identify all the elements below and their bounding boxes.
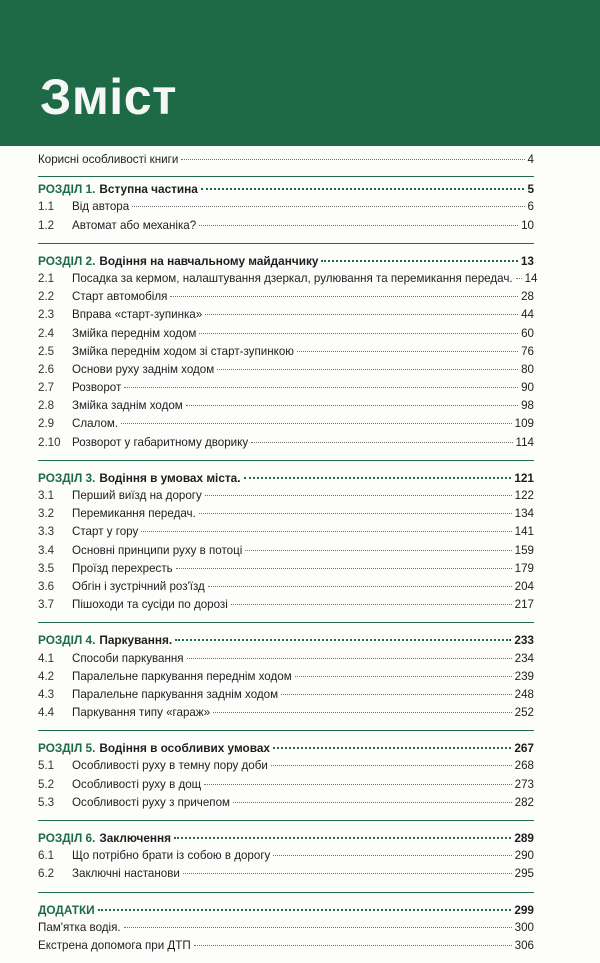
toc-entry[interactable] bbox=[38, 523, 534, 541]
section-title: Заключення bbox=[99, 831, 172, 845]
section-title: Водіння на навчальному майданчику bbox=[99, 253, 319, 268]
toc-section-heading[interactable] bbox=[38, 252, 534, 270]
toc-entry-number: 4.2 bbox=[38, 669, 55, 683]
dot-leader bbox=[141, 531, 511, 532]
section-page: 299 bbox=[514, 902, 534, 917]
toc-entry-number: 3.6 bbox=[38, 579, 55, 593]
toc-entry-number: 5.2 bbox=[38, 777, 55, 791]
toc-entry-number: 2.5 bbox=[38, 344, 55, 358]
dot-leader bbox=[205, 314, 518, 315]
toc-entry-page: 273 bbox=[514, 777, 534, 791]
dot-leader bbox=[181, 159, 524, 160]
toc-entry-page: 80 bbox=[521, 362, 534, 376]
toc-section-heading[interactable] bbox=[38, 829, 534, 847]
toc-entry-title: Паралельне паркування переднім ходом bbox=[72, 669, 292, 683]
toc-entry[interactable] bbox=[38, 596, 534, 614]
toc-entry-page: 98 bbox=[521, 399, 534, 413]
toc-entry-title: Пішоходи та сусіди по дорозі bbox=[72, 598, 228, 612]
toc-entry-title: Змійка заднім ходом bbox=[72, 399, 183, 413]
section-page: 121 bbox=[514, 470, 534, 485]
toc-section-heading[interactable] bbox=[38, 901, 534, 919]
toc-entry[interactable] bbox=[38, 434, 534, 452]
section-page: 5 bbox=[527, 182, 534, 197]
dot-leader bbox=[187, 658, 512, 659]
toc-entry-title: Автомат або механіка? bbox=[72, 218, 197, 232]
toc-entry-title: Паралельне паркування заднім ходом bbox=[72, 687, 279, 701]
toc-entry-title: Змійка переднім ходом bbox=[72, 326, 197, 340]
section-keyword: РОЗДІЛ 5. bbox=[38, 741, 96, 756]
dot-leader bbox=[124, 927, 512, 928]
toc-entry-number: 3.7 bbox=[38, 598, 55, 612]
dot-leader bbox=[175, 639, 511, 641]
toc-entry-number: 3.4 bbox=[38, 543, 55, 557]
toc-entry[interactable] bbox=[38, 757, 534, 775]
dot-leader bbox=[244, 477, 512, 479]
dot-leader bbox=[271, 765, 512, 766]
toc-entry[interactable] bbox=[38, 505, 534, 523]
toc-entry-page: 268 bbox=[514, 759, 534, 773]
toc-entry-title: Пам'ятка водія. bbox=[38, 920, 121, 934]
toc-entry-number: 6.1 bbox=[38, 849, 55, 863]
toc-entry[interactable] bbox=[38, 542, 534, 560]
toc-entry[interactable] bbox=[38, 270, 538, 288]
toc-entry-page: 44 bbox=[521, 308, 534, 322]
section-keyword: РОЗДІЛ 1. bbox=[38, 182, 96, 197]
dot-leader bbox=[205, 495, 512, 496]
toc-entry-title: Змійка переднім ходом зі старт-зупинкою bbox=[72, 344, 294, 358]
dot-leader bbox=[516, 278, 522, 279]
toc-entry-title: Основні принципи руху в потоці bbox=[72, 543, 243, 557]
toc-entry[interactable] bbox=[38, 776, 534, 794]
toc-entry-title: Основи руху заднім ходом bbox=[72, 362, 215, 376]
dot-leader bbox=[186, 405, 518, 406]
toc-entry-number: 2.8 bbox=[38, 399, 55, 413]
toc-entry-number: 4.1 bbox=[38, 651, 55, 665]
toc-entry-page: 28 bbox=[521, 290, 534, 304]
toc-entry[interactable] bbox=[38, 487, 534, 505]
dot-leader bbox=[176, 568, 512, 569]
toc-entry-page: 282 bbox=[514, 795, 534, 809]
toc-entry-number: 2.1 bbox=[38, 271, 55, 285]
toc-entry-number: 3.5 bbox=[38, 561, 55, 575]
toc-entry-page: 306 bbox=[514, 938, 534, 952]
toc-entry-page: 6 bbox=[527, 200, 534, 214]
dot-leader bbox=[251, 442, 512, 443]
toc-entry-number: 1.1 bbox=[38, 200, 55, 214]
dot-leader bbox=[124, 387, 518, 388]
toc-entry-page: 60 bbox=[521, 326, 534, 340]
toc-entry-title: Особливості руху в темну пору доби bbox=[72, 759, 268, 773]
toc-entry-number: 2.4 bbox=[38, 326, 55, 340]
toc-entry[interactable] bbox=[38, 343, 534, 361]
toc-entry-number: 1.2 bbox=[38, 218, 55, 232]
toc-entry[interactable] bbox=[38, 379, 534, 397]
toc-entry-number: 2.2 bbox=[38, 290, 55, 304]
toc-entry[interactable] bbox=[38, 217, 534, 235]
toc-entry-page: 290 bbox=[514, 849, 534, 863]
dot-leader bbox=[194, 945, 512, 946]
toc-intro-entry[interactable] bbox=[38, 151, 534, 169]
toc-entry-title: Особливості руху в дощ bbox=[72, 777, 202, 791]
toc-entry-title: Паркування типу «гараж» bbox=[72, 706, 211, 720]
toc-entry[interactable] bbox=[38, 847, 534, 865]
section-page: 233 bbox=[514, 633, 534, 648]
toc-entry-page: 14 bbox=[524, 271, 538, 285]
toc-entry-number: 3.1 bbox=[38, 489, 55, 502]
toc-entry-number: 4.3 bbox=[38, 687, 55, 701]
toc-entry[interactable] bbox=[38, 397, 534, 415]
toc-section-2 bbox=[38, 244, 538, 461]
toc-entry[interactable] bbox=[38, 686, 534, 704]
dot-leader bbox=[98, 909, 512, 911]
section-title: Водіння в умовах міста. bbox=[99, 470, 241, 485]
toc-entry-page: 76 bbox=[521, 344, 534, 358]
toc-section-heading[interactable] bbox=[38, 739, 534, 757]
section-title: Водіння в особливих умовах bbox=[99, 741, 270, 756]
toc-entry[interactable] bbox=[38, 325, 534, 343]
toc-entry-title: Корисні особливості книги bbox=[38, 153, 179, 166]
section-page: 267 bbox=[514, 741, 534, 756]
toc-entry-title: Обгін і зустрічний роз'їзд bbox=[72, 579, 205, 593]
toc-entry-number: 5.3 bbox=[38, 795, 55, 809]
dot-leader bbox=[132, 206, 524, 207]
toc-entry[interactable] bbox=[38, 919, 534, 937]
toc-entry[interactable] bbox=[38, 415, 534, 433]
toc-entry[interactable] bbox=[38, 937, 534, 955]
toc-entry[interactable] bbox=[38, 361, 534, 379]
toc-entry[interactable] bbox=[38, 306, 534, 324]
toc-entry-page: 179 bbox=[514, 561, 534, 575]
dot-leader bbox=[183, 873, 512, 874]
toc-entry-number: 2.6 bbox=[38, 362, 55, 376]
toc-entry-page: 122 bbox=[514, 489, 534, 502]
toc-entry[interactable] bbox=[38, 650, 534, 668]
dot-leader bbox=[201, 188, 525, 190]
toc-entry-title: Що потрібно брати із собою в дорогу bbox=[72, 849, 271, 863]
toc-entry[interactable] bbox=[38, 668, 534, 686]
dot-leader bbox=[204, 784, 511, 785]
toc-entry-page: 217 bbox=[514, 598, 534, 612]
toc-section-heading[interactable] bbox=[38, 180, 534, 198]
toc-entry-page: 90 bbox=[521, 381, 534, 395]
toc-entry-number: 3.3 bbox=[38, 525, 55, 539]
toc-entry-number: 4.4 bbox=[38, 706, 55, 720]
section-page: 13 bbox=[520, 253, 534, 268]
toc-entry-title: Посадка за кермом, налаштування дзеркал, рулювання та перемикання передач. bbox=[72, 271, 513, 285]
section-title: Паркування. bbox=[99, 633, 173, 648]
toc-section-5 bbox=[38, 731, 534, 821]
toc-section-4 bbox=[38, 623, 534, 731]
toc-entry[interactable] bbox=[38, 560, 534, 578]
toc-entry-title: Способи паркування bbox=[72, 651, 184, 665]
dot-leader bbox=[273, 855, 511, 856]
toc-entry-page: 234 bbox=[514, 651, 534, 665]
toc-entry-number: 2.7 bbox=[38, 381, 55, 395]
section-title: Вступна частина bbox=[99, 182, 198, 197]
toc-entry-number: 2.9 bbox=[38, 417, 55, 431]
dot-leader bbox=[295, 676, 512, 677]
toc-entry[interactable] bbox=[38, 865, 534, 883]
dot-leader bbox=[231, 604, 512, 605]
toc-entry-page: 10 bbox=[521, 218, 534, 232]
toc-section-7 bbox=[38, 893, 534, 963]
toc-entry-page: 252 bbox=[514, 706, 534, 720]
toc-entry-page: 109 bbox=[514, 417, 534, 431]
table-of-contents bbox=[38, 146, 538, 963]
toc-entry-number: 5.1 bbox=[38, 759, 55, 773]
toc-entry-page: 141 bbox=[514, 525, 534, 539]
dot-leader bbox=[121, 423, 512, 424]
toc-entry-title: Перший виїзд на дорогу bbox=[72, 489, 202, 502]
toc-entry-title: Старт автомобіля bbox=[72, 290, 168, 304]
dot-leader bbox=[170, 296, 518, 297]
toc-section-3 bbox=[38, 461, 534, 624]
page-title: Зміст bbox=[40, 69, 177, 125]
toc-entry-number: 2.10 bbox=[38, 435, 61, 449]
toc-entry-number: 3.2 bbox=[38, 507, 55, 521]
toc-entry-title: Слалом. bbox=[72, 417, 119, 431]
toc-entry[interactable] bbox=[38, 288, 534, 306]
dot-leader bbox=[217, 369, 518, 370]
toc-entry-title: Перемикання передач. bbox=[72, 507, 196, 521]
toc-entry-page: 159 bbox=[514, 543, 534, 557]
toc-entry-title: Вправа «старт-зупинка» bbox=[72, 308, 203, 322]
dot-leader bbox=[174, 837, 511, 839]
dot-leader bbox=[297, 351, 518, 352]
toc-entry-page: 239 bbox=[514, 669, 534, 683]
toc-section-heading[interactable] bbox=[38, 631, 534, 649]
toc-entry-title: Екстрена допомога при ДТП bbox=[38, 938, 191, 952]
section-keyword: РОЗДІЛ 3. bbox=[38, 470, 96, 485]
toc-entry-title: Розворот у габаритному дворику bbox=[72, 435, 249, 449]
toc-entry-page: 204 bbox=[514, 579, 534, 593]
toc-entry-title: Від автора bbox=[72, 200, 130, 214]
toc-entry-page: 295 bbox=[514, 867, 534, 881]
dot-leader bbox=[199, 513, 512, 514]
toc-entry-title: Проїзд перехресть bbox=[72, 561, 173, 575]
toc-entry[interactable] bbox=[38, 794, 534, 812]
dot-leader bbox=[273, 747, 511, 749]
dot-leader bbox=[281, 694, 512, 695]
toc-entry[interactable] bbox=[38, 704, 534, 722]
toc-entry-title: Розворот bbox=[72, 381, 122, 395]
section-keyword: ДОДАТКИ bbox=[38, 902, 95, 917]
dot-leader bbox=[233, 802, 512, 803]
section-page: 289 bbox=[514, 831, 534, 845]
title-banner bbox=[0, 0, 600, 146]
toc-entry-title: Старт у гору bbox=[72, 525, 139, 539]
section-keyword: РОЗДІЛ 4. bbox=[38, 633, 96, 648]
toc-entry-title: Заключні настанови bbox=[72, 867, 180, 881]
toc-entry-page: 4 bbox=[527, 153, 534, 166]
toc-entry-page: 300 bbox=[514, 920, 534, 934]
dot-leader bbox=[321, 260, 517, 262]
toc-entry-number: 2.3 bbox=[38, 308, 55, 322]
toc-entry[interactable] bbox=[38, 578, 534, 596]
toc-entry[interactable] bbox=[38, 198, 534, 216]
dot-leader bbox=[208, 586, 512, 587]
toc-entry-number: 6.2 bbox=[38, 867, 55, 881]
toc-section-6 bbox=[38, 821, 534, 893]
dot-leader bbox=[199, 225, 518, 226]
section-keyword: РОЗДІЛ 2. bbox=[38, 253, 96, 268]
toc-section-1 bbox=[38, 177, 534, 244]
dot-leader bbox=[213, 712, 512, 713]
toc-entry-page: 248 bbox=[514, 687, 534, 701]
dot-leader bbox=[199, 333, 518, 334]
toc-entry-title: Особливості руху з причепом bbox=[72, 795, 230, 809]
toc-sections bbox=[38, 177, 538, 963]
toc-section-heading[interactable] bbox=[38, 469, 534, 487]
dot-leader bbox=[245, 550, 511, 551]
section-keyword: РОЗДІЛ 6. bbox=[38, 831, 96, 845]
toc-entry-page: 134 bbox=[514, 507, 534, 521]
toc-entry-page: 114 bbox=[515, 435, 534, 449]
